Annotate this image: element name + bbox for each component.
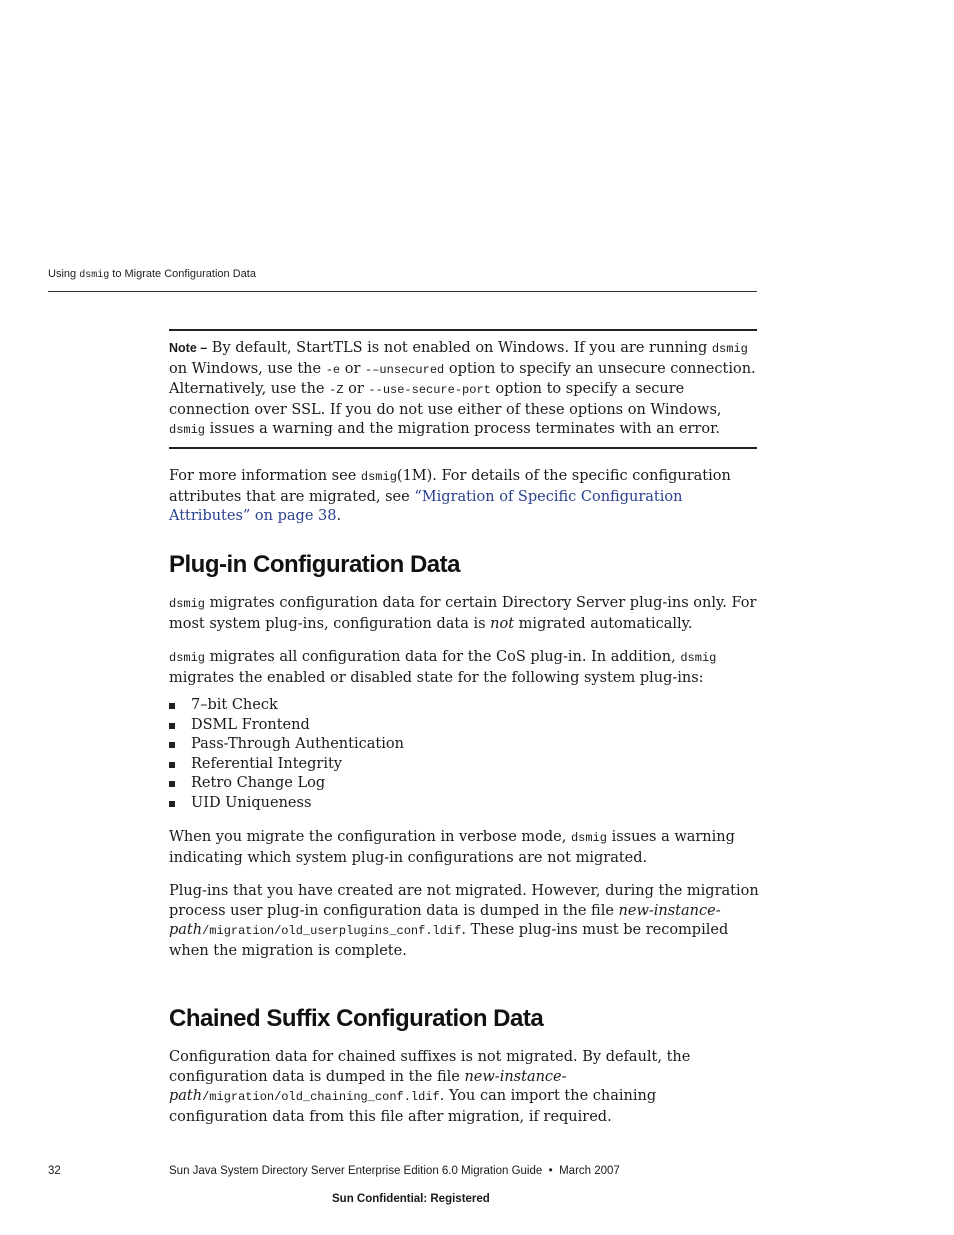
- plugin-paragraph-1: dsmig migrates configuration data for certain Directory Server plug-ins only. For most system plug-ins, configuration data is not migrated automatically.: [169, 595, 757, 632]
- bullet-square-icon: [169, 742, 175, 748]
- footer-date: March 2007: [559, 1165, 620, 1177]
- plugin-paragraph-2: dsmig migrates all configuration data for the CoS plug-in. In addition, dsmig migrates the enabled or disabled state for the following system plug-ins:: [169, 649, 717, 686]
- plugin-list: [169, 696, 759, 813]
- bullet-square-icon: [169, 801, 175, 807]
- list-item: UID Uniqueness: [169, 794, 759, 814]
- page-number: 32: [48, 1165, 61, 1177]
- list-item: 7–bit Check: [169, 696, 759, 716]
- note-label: Note –: [169, 341, 208, 355]
- list-item: DSML Frontend: [169, 716, 759, 736]
- plugin-section-heading: Plug-in Configuration Data: [169, 551, 460, 578]
- more-info-paragraph: For more information see dsmig(1M). For details of the specific configuration attributes that are migrated, see “Migration of Specific Configuration Attributes” on page 38.: [169, 468, 731, 524]
- header-code: dsmig: [79, 270, 110, 281]
- running-header: Using dsmig to Migrate Configuration Data: [48, 268, 256, 281]
- list-item: Referential Integrity: [169, 755, 759, 775]
- confidential-notice: Sun Confidential: Registered: [332, 1193, 490, 1205]
- note-box: [169, 329, 757, 449]
- plugin-paragraph-4: Plug-ins that you have created are not migrated. However, during the migration process user plug-in configuration data is dumped in the file new-instance-path/migration/old_userplugins_conf.ldif. These plug-ins must be recompiled when the migration is complete.: [169, 883, 759, 959]
- bullet-square-icon: [169, 703, 175, 709]
- chained-paragraph-1: Configuration data for chained suffixes is not migrated. By default, the configuration data is dumped in the file new-instance-path/migration/old_chaining_conf.ldif. You can import the chaining configuration data from this file after migration, if required.: [169, 1049, 691, 1125]
- bullet-square-icon: [169, 781, 175, 787]
- footer-separator: •: [548, 1165, 553, 1177]
- header-rule: [48, 291, 757, 292]
- migration-attributes-link[interactable]: “Migration of Specific Configuration Attributes” on page 38: [169, 488, 683, 524]
- list-item: Pass-Through Authentication: [169, 735, 759, 755]
- chained-section-heading: Chained Suffix Configuration Data: [169, 1005, 544, 1032]
- plugin-paragraph-3: When you migrate the configuration in verbose mode, dsmig issues a warning indicating which system plug-in configurations are not migrated.: [169, 829, 735, 866]
- note-text: Note – By default, StartTLS is not enabled on Windows. If you are running dsmig on Windows, use the -e or -–unsecured option to specify an unsecure connection. Alternatively, use the -Z or --use-secure-port option to specify a secure connection over SSL. If you do not use either of these options on Windows, dsmig issues a warning and the migration process terminates with an error.: [169, 340, 756, 437]
- footer-title: Sun Java System Directory Server Enterprise Edition 6.0 Migration Guide • March 2007: [169, 1165, 620, 1177]
- list-item: Retro Change Log: [169, 774, 759, 794]
- bullet-square-icon: [169, 762, 175, 768]
- bullet-square-icon: [169, 723, 175, 729]
